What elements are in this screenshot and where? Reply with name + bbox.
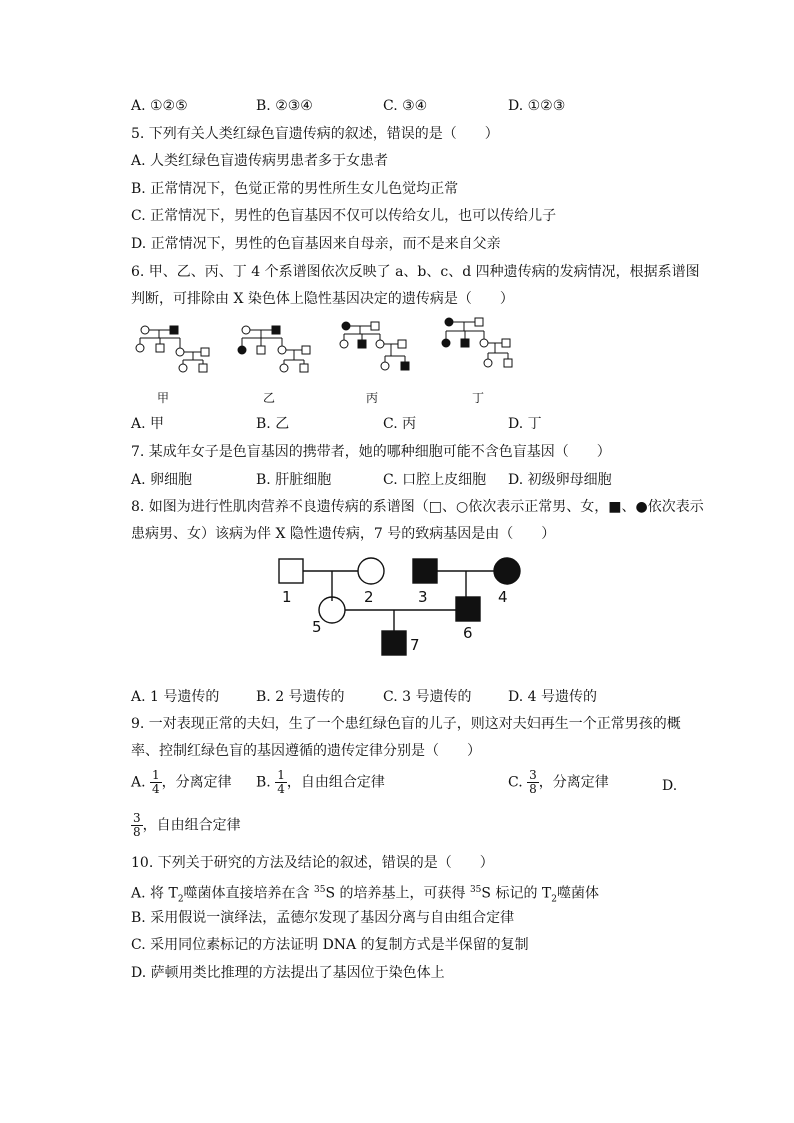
q9-option-a-fraction: $\frac{1}{4}$ — [152, 768, 160, 796]
q6-option-a[interactable]: A. 甲 — [131, 416, 165, 432]
q8-label-4: 4 — [498, 588, 508, 606]
q9-option-d[interactable] — [131, 812, 241, 839]
q6-option-d[interactable]: D. 丁 — [508, 416, 542, 432]
q4-option-a[interactable]: A. ①②⑤ — [131, 98, 188, 114]
pedigree-ding — [440, 315, 520, 381]
q9-option-d-text: ，自由组合定律 — [142, 817, 241, 834]
q9-option-b-fraction: $\frac{1}{4}$ — [277, 768, 285, 796]
q8-option-c[interactable]: C. 3 号遗传的 — [383, 689, 472, 705]
q10-option-a[interactable]: A. 将 $T_2$噬菌体直接培养在含 $^{35}$S 的培养基上，可获得 $^{35}$S 标记的 $T_2$噬菌体 — [131, 885, 599, 905]
q8-label-6: 6 — [463, 624, 473, 642]
q9-option-d-label[interactable]: D. — [662, 778, 678, 794]
q4-option-c[interactable]: C. ③④ — [383, 98, 428, 114]
q9-option-b[interactable] — [256, 769, 385, 796]
q6-stem-line1: 6. 甲、乙、丙、丁 4 个系谱图依次反映了 a、b、c、d 四种遗传病的发病情况，根据系谱图 — [131, 264, 700, 280]
q10-option-b[interactable]: B. 采用假说一演绎法，孟德尔发现了基因分离与自由组合定律 — [131, 910, 515, 926]
pedigree-yi — [234, 322, 314, 388]
q9-stem-line1: 9. 一对表现正常的夫妇，生了一个患红绿色盲的儿子，则这对夫妇再生一个正常男孩的概 — [131, 716, 681, 732]
q8-label-7: 7 — [410, 636, 420, 654]
q8-label-1: 1 — [282, 588, 292, 606]
q8-option-d[interactable]: D. 4 号遗传的 — [508, 689, 597, 705]
pedigree-label-yi: 乙 — [263, 391, 276, 405]
pedigree-label-jia: 甲 — [157, 391, 170, 405]
q8-label-3: 3 — [418, 588, 428, 606]
pedigree-bing — [338, 318, 418, 384]
q4-option-b[interactable]: B. ②③④ — [256, 98, 313, 114]
q9-stem-line2: 率、控制红绿色盲的基因遵循的遗传定律分别是（ ） — [131, 743, 481, 759]
q8-option-a[interactable]: A. 1 号遗传的 — [131, 689, 220, 705]
q8-stem-line2: 患病男、女）该病为伴 X 隐性遗传病，7 号的致病基因是由（ ） — [131, 526, 556, 542]
q7-option-c[interactable]: C. 口腔上皮细胞 — [383, 472, 487, 488]
q6-option-c[interactable]: C. 丙 — [383, 416, 417, 432]
q8-label-2: 2 — [364, 588, 374, 606]
q9-option-b-text: ，自由组合定律 — [286, 774, 385, 791]
q5-option-a[interactable]: A. 人类红绿色盲遗传病男患者多于女患者 — [131, 153, 389, 169]
q5-stem: 5. 下列有关人类红绿色盲遗传病的叙述，错误的是（ ） — [131, 126, 499, 142]
q9-option-b-label: B. — [256, 774, 271, 791]
q10-option-c[interactable]: C. 采用同位素标记的方法证明 DNA 的复制方式是半保留的复制 — [131, 937, 529, 953]
q9-option-c-label: C. — [508, 774, 523, 791]
q8-label-5: 5 — [312, 618, 322, 636]
pedigree-q8 — [270, 555, 530, 665]
q6-stem-line2: 判断，可排除由 X 染色体上隐性基因决定的遗传病是（ ） — [131, 291, 514, 307]
q7-option-b[interactable]: B. 肝脏细胞 — [256, 472, 332, 488]
q10-stem: 10. 下列关于研究的方法及结论的叙述，错误的是（ ） — [131, 855, 494, 871]
q9-option-c-fraction: $\frac{3}{8}$ — [529, 768, 537, 796]
q9-option-c[interactable] — [508, 769, 609, 796]
q4-option-d[interactable]: D. ①②③ — [508, 98, 566, 114]
q10-option-d[interactable]: D. 萨顿用类比推理的方法提出了基因位于染色体上 — [131, 965, 445, 981]
q7-option-d[interactable]: D. 初级卵母细胞 — [508, 472, 612, 488]
q9-option-a[interactable] — [131, 769, 232, 796]
pedigree-jia — [135, 322, 215, 388]
q9-option-a-text: ，分离定律 — [161, 774, 232, 791]
q5-option-c[interactable]: C. 正常情况下，男性的色盲基因不仅可以传给女儿，也可以传给儿子 — [131, 208, 557, 224]
q9-option-d-fraction: $\frac{3}{8}$ — [133, 811, 141, 839]
q5-option-b[interactable]: B. 正常情况下，色觉正常的男性所生女儿色觉均正常 — [131, 181, 459, 197]
q8-option-b[interactable]: B. 2 号遗传的 — [256, 689, 345, 705]
q5-option-d[interactable]: D. 正常情况下，男性的色盲基因来自母亲，而不是来自父亲 — [131, 236, 501, 252]
q7-stem: 7. 某成年女子是色盲基因的携带者，她的哪种细胞可能不含色盲基因（ ） — [131, 444, 611, 460]
q9-option-a-label: A. — [131, 774, 146, 791]
q7-option-a[interactable]: A. 卵细胞 — [131, 472, 193, 488]
q8-stem-line1: 8. 如图为进行性肌肉营养不良遗传病的系谱图（□、○依次表示正常男、女，■、●依次表示 — [131, 499, 704, 515]
pedigree-label-bing: 丙 — [366, 391, 379, 405]
q9-option-c-text: ，分离定律 — [538, 774, 609, 791]
q6-option-b[interactable]: B. 乙 — [256, 416, 290, 432]
pedigree-label-ding: 丁 — [472, 391, 485, 405]
